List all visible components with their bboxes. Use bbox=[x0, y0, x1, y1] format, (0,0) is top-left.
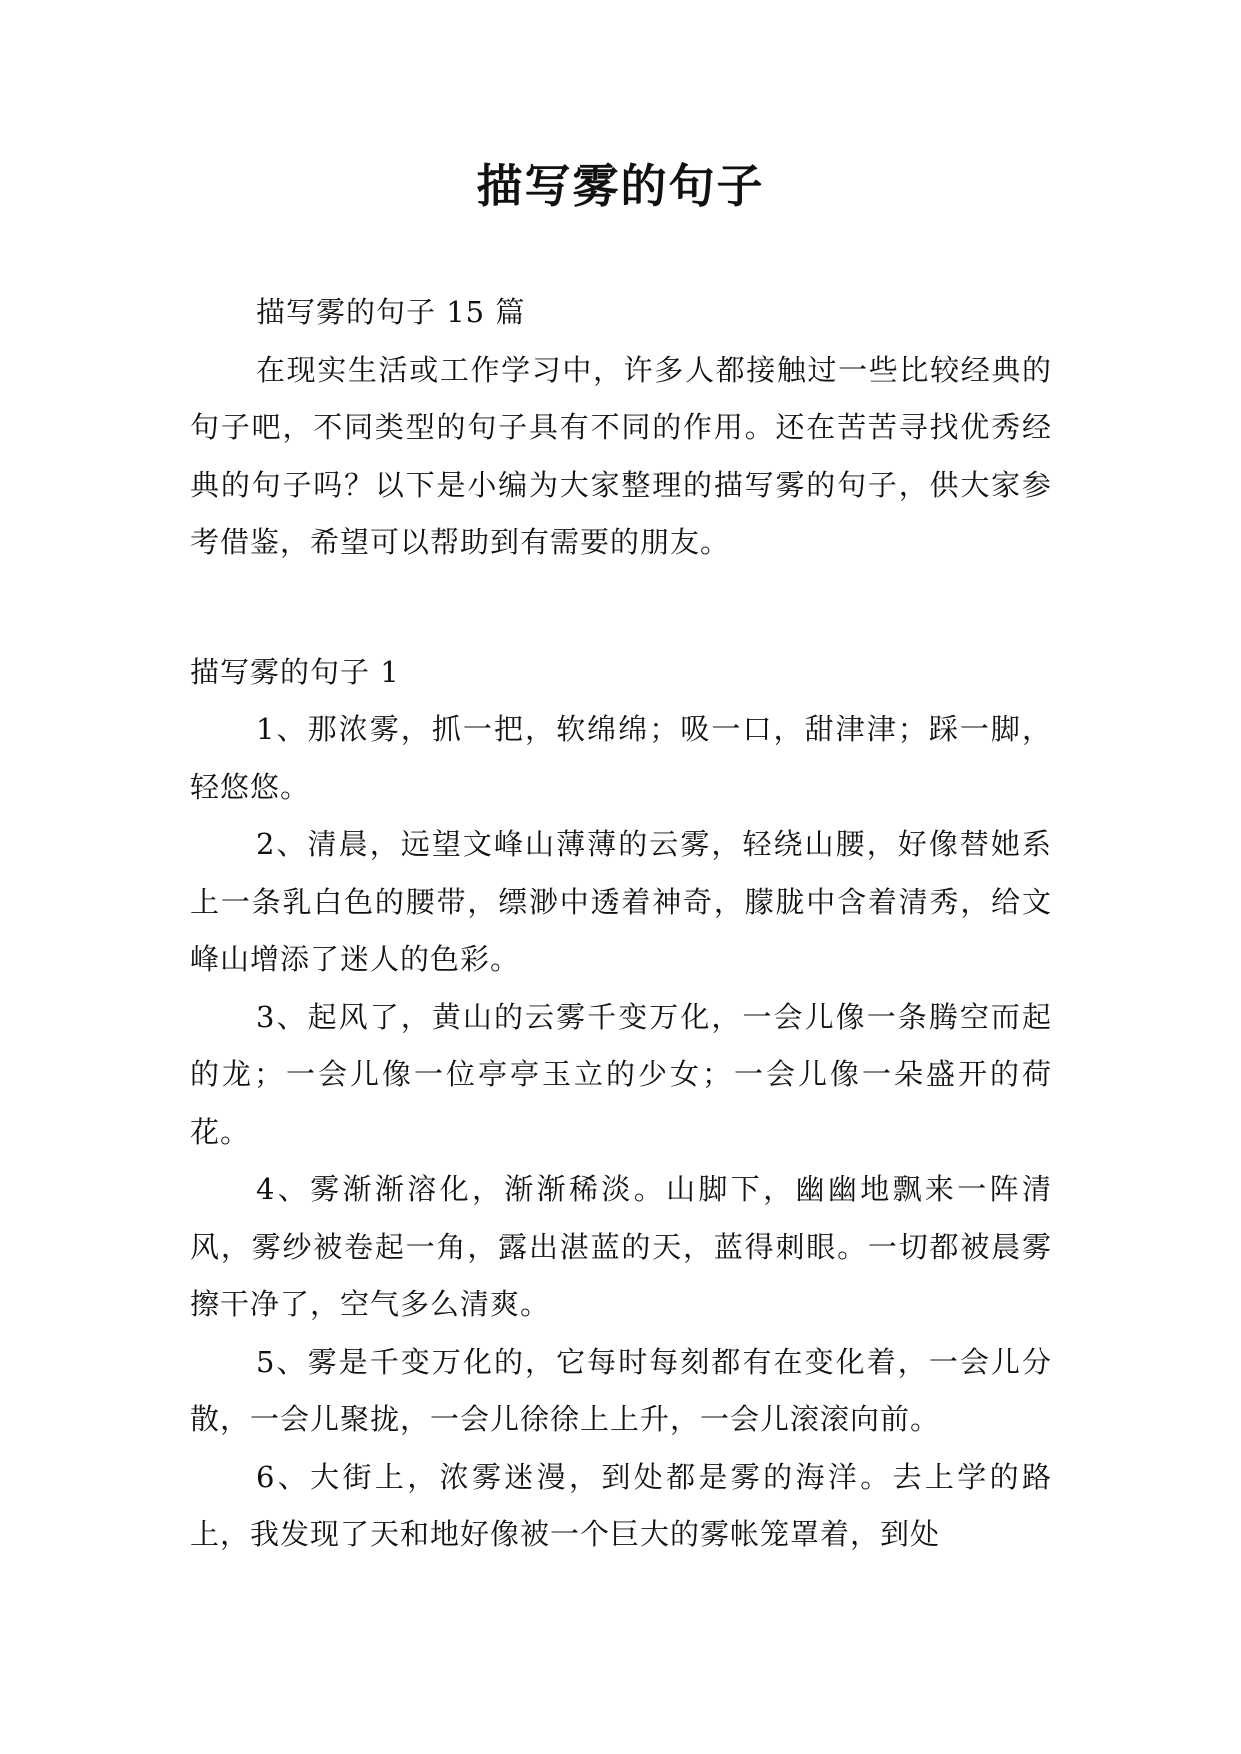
document-title: 描写雾的句子 bbox=[476, 159, 765, 213]
sentence-paragraph: 1、那浓雾，抓一把，软绵绵；吸一口，甜津津；踩一脚，轻悠悠。 bbox=[190, 712, 1052, 804]
sentence-paragraph: 5、雾是千变万化的，它每时每刻都有在变化着，一会儿分散，一会儿聚拢，一会儿徐徐上上升，一会儿滚滚向前。 bbox=[190, 1344, 1052, 1436]
intro-paragraph: 在现实生活或工作学习中，许多人都接触过一些比较经典的句子吧，不同类型的句子具有不同的作用。还在苦苦寻找优秀经典的句子吗？以下是小编为大家整理的描写雾的句子，供大家参考借鉴，希望可以帮助到有需要的朋友。 bbox=[190, 352, 1052, 559]
sentence-paragraph: 6、大街上，浓雾迷漫，到处都是雾的海洋。去上学的路上，我发现了天和地好像被一个巨大的雾帐笼罩着，到处 bbox=[190, 1459, 1052, 1551]
sentence-paragraph: 2、清晨，远望文峰山薄薄的云雾，轻绕山腰，好像替她系上一条乳白色的腰带，缥渺中透着神奇，朦胧中含着清秀，给文峰山增添了迷人的色彩。 bbox=[190, 827, 1052, 976]
section-heading: 描写雾的句子 1 bbox=[190, 654, 400, 689]
subtitle-line: 描写雾的句子 15 篇 bbox=[256, 295, 526, 329]
sentence-paragraph: 4、雾渐渐溶化，渐渐稀淡。山脚下，幽幽地飘来一阵清风，雾纱被卷起一角，露出湛蓝的天，蓝得刺眼。一切都被晨雾擦干净了，空气多么清爽。 bbox=[190, 1172, 1052, 1321]
sentence-paragraph: 3、起风了，黄山的云雾千变万化，一会儿像一条腾空而起的龙；一会儿像一位亭亭玉立的少女；一会儿像一朵盛开的荷花。 bbox=[190, 999, 1052, 1149]
document-body bbox=[190, 284, 1052, 1564]
